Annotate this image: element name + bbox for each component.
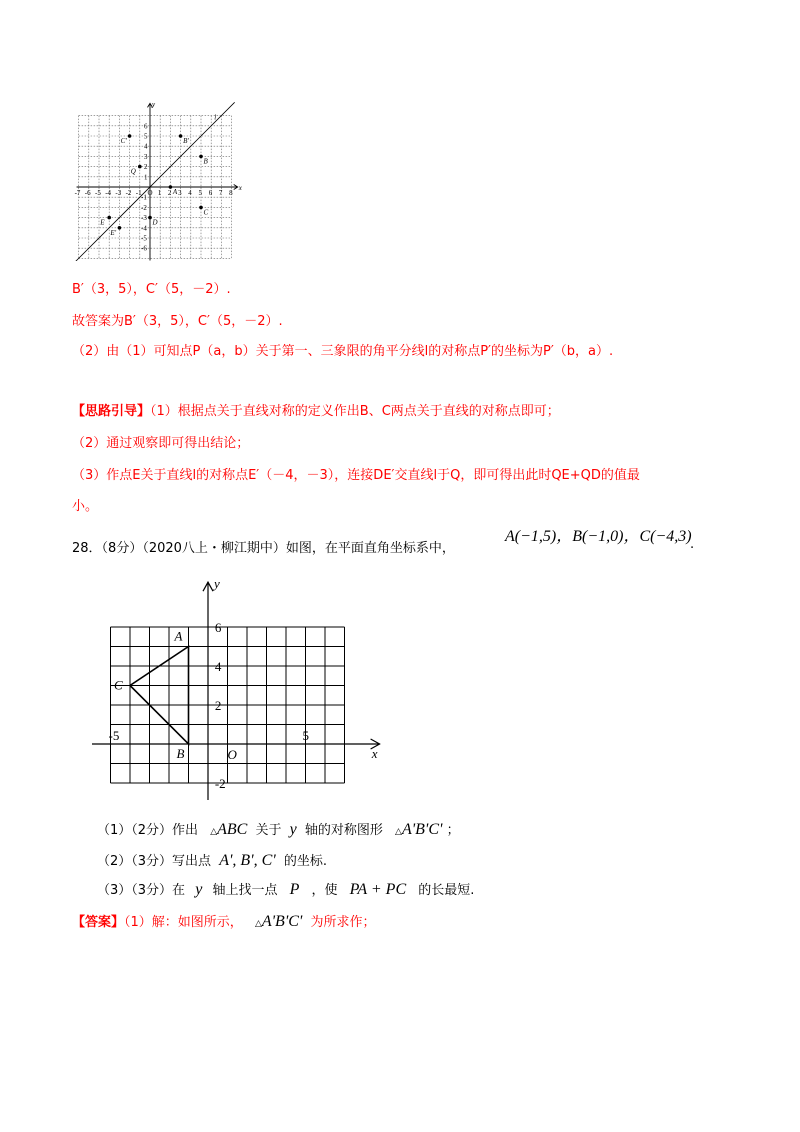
point-B'	[179, 134, 183, 138]
point-Q	[138, 165, 142, 169]
y-tick-label: 3	[144, 152, 148, 161]
y-tick-label: 2	[144, 163, 148, 172]
triangle-abc	[130, 647, 189, 745]
point-C'	[128, 134, 132, 138]
x-axis-label: x	[371, 746, 378, 761]
answer-conclusion: 故答案为B′（3，5），C′（5，－2）.	[72, 314, 283, 329]
point-label: C'	[120, 137, 127, 145]
x-tick-label: 8	[229, 189, 233, 197]
point-C	[199, 206, 203, 210]
x-tick-label: 2	[167, 189, 172, 197]
x-tick-label: 7	[218, 189, 223, 197]
answer-tag: 【答案】	[72, 915, 125, 930]
x-tick-label: 6	[208, 189, 213, 197]
hint-line-3b: 小。	[72, 499, 99, 514]
answer-line-b-c-prime: B′（3，5），C′（5，－2）.	[72, 282, 231, 297]
point-label: B	[203, 157, 208, 166]
point-label: C	[203, 208, 209, 217]
y-tick-label: 1	[144, 173, 148, 182]
x-tick-label: -6	[84, 189, 91, 197]
x-tick-label: 3	[178, 189, 182, 197]
x-axis-label: x	[238, 184, 242, 192]
x-tick-label: -2	[125, 189, 132, 197]
x-tick-label: -4	[105, 189, 112, 197]
figure-1-coordinate-grid	[72, 95, 242, 261]
sub-question-3: （3）（3分）在 y 轴上找一点 P ，使 PA + PC 的长最短.	[97, 881, 475, 898]
y-tick-label: 6	[214, 620, 222, 635]
origin-label: O	[227, 747, 237, 762]
hint-text-1: （1）根据点关于直线对称的定义作出B、C两点关于直线的对称点即可；	[150, 404, 560, 419]
figure-2-triangle-grid	[90, 570, 390, 800]
y-tick-label: 5	[144, 132, 148, 141]
question-28-coordinates: A(−1,5)，B(−1,0)，C(−4,3)	[505, 528, 692, 545]
question-28-heading: 28．（8分）（2020八上・柳江期中）如图，在平面直角坐标系中，	[72, 541, 455, 556]
x-tick-label: -3	[115, 189, 122, 197]
bisector-line-l	[76, 102, 235, 261]
hint-tag: 【思路引导】	[72, 404, 151, 419]
vertex-label-C: C	[114, 677, 123, 693]
x-tick-label: 5	[302, 728, 309, 743]
point-E	[107, 216, 111, 220]
point-E'	[118, 226, 122, 230]
answer-part-1: 【答案】（1）解：如图所示， △A'B'C' 为所求作；	[72, 913, 376, 930]
answer-part-2: （2）由（1）可知点P（a，b）关于第一、三象限的角平分线l的对称点P′的坐标为P′（b，a）.	[72, 344, 614, 359]
sub-question-2: （2）（3分）写出点 A', B', C' 的坐标.	[97, 852, 327, 869]
x-tick-label: 5	[198, 189, 202, 197]
x-tick-label: 4	[188, 189, 192, 197]
point-label: D	[152, 218, 158, 227]
hint-line-3: （3）作点E关于直线l的对称点E′（－4，－3），连接DE′交直线l于Q，即可得出此时QE+QD的值最	[72, 468, 640, 483]
hint-line-2: （2）通过观察即可得出结论；	[72, 436, 250, 451]
question-28-period: .	[690, 537, 695, 552]
y-axis-label: y	[214, 576, 220, 592]
point-label: B'	[183, 137, 189, 145]
y-tick-label: 4	[144, 142, 148, 151]
point-label: A	[172, 188, 178, 196]
y-tick-label: -3	[141, 214, 147, 223]
y-tick-label: 6	[144, 122, 148, 131]
x-tick-label: -1	[135, 189, 142, 197]
line-l-label: l	[214, 113, 217, 122]
x-tick-label: -5	[95, 189, 101, 197]
y-tick-label: -5	[141, 234, 147, 243]
y-tick-label: -2	[141, 203, 147, 212]
y-tick-label: -4	[141, 224, 147, 233]
point-D	[148, 216, 152, 220]
y-tick-label: -1	[141, 193, 147, 202]
y-axis-label: y	[152, 100, 156, 109]
vertex-label-B: B	[176, 746, 185, 761]
sub-question-1: （1）（2分）作出 △ABC 关于 y 轴的对称图形 △A'B'C' ；	[97, 821, 460, 838]
point-label: E	[100, 218, 105, 227]
y-tick-label: 4	[214, 659, 222, 674]
x-tick-label: 1	[157, 189, 162, 197]
hint-line-1	[72, 400, 560, 419]
x-tick-label: -5	[108, 728, 120, 743]
y-tick-label: 2	[214, 698, 222, 713]
y-tick-label: -2	[214, 776, 226, 791]
x-tick-label: -7	[74, 189, 81, 197]
x-tick-label: O	[147, 189, 153, 197]
point-A	[169, 185, 173, 189]
y-tick-label: -6	[141, 244, 147, 253]
point-label: Q	[130, 167, 136, 176]
point-label: E'	[110, 228, 117, 237]
point-B	[199, 155, 203, 159]
vertex-label-A: A	[174, 628, 183, 644]
